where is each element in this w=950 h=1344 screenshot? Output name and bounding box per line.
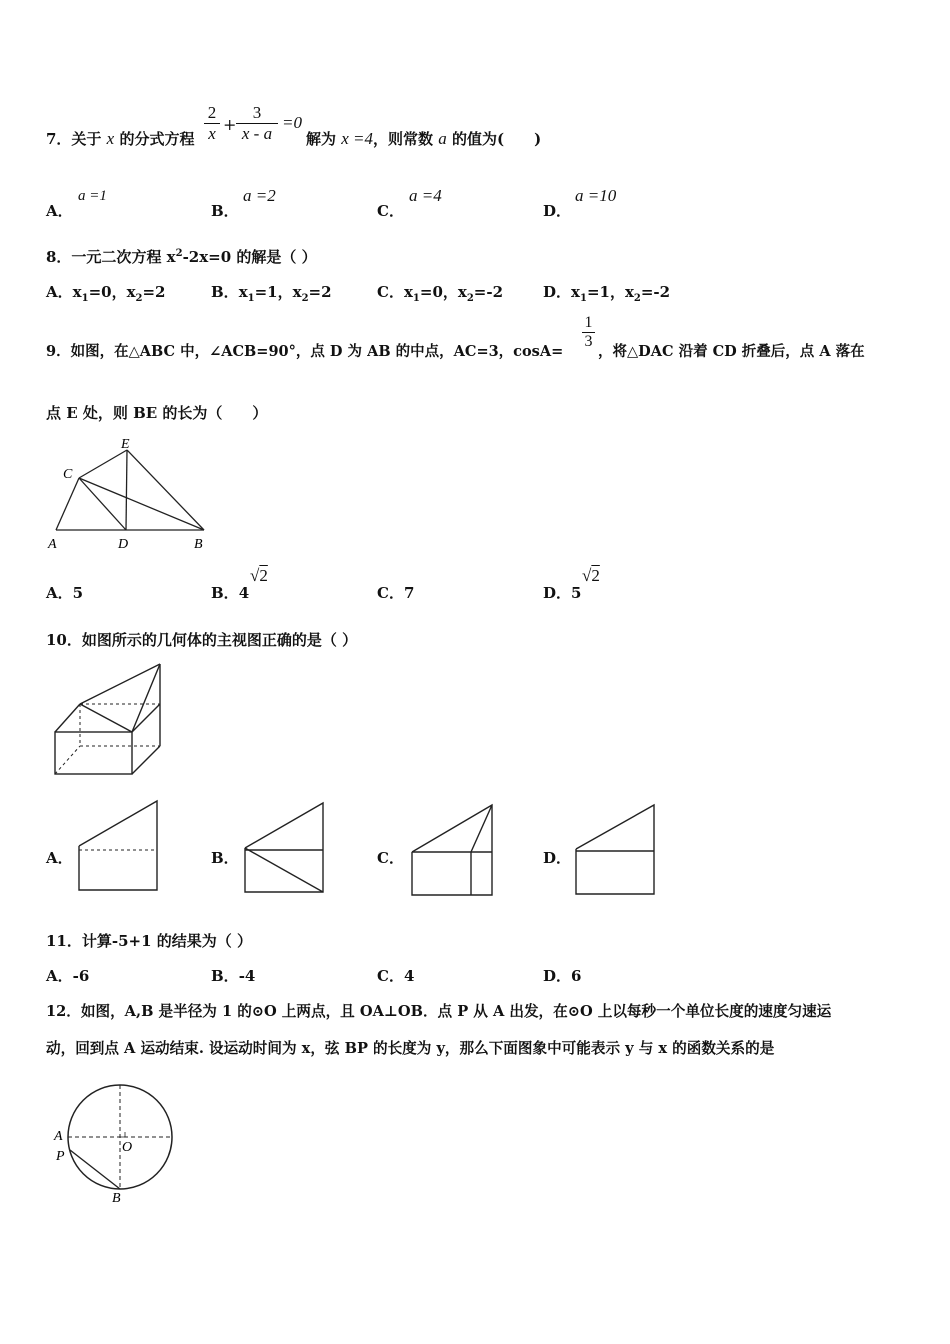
q8-option-a: A．$x_1=0$，$x_2=2$ [46,283,166,304]
q9-option-c: C．7 [377,584,415,602]
q7-prefix: 7．关于 x 的分式方程 [46,129,195,148]
q9-line1: 9．如图，在△ABC 中，∠ACB=90°，点 D 为 AB 的中点，AC=3，cosA= [46,343,564,360]
q7-option-a-letter: A． [46,202,73,220]
q9-label-b: B [194,537,203,552]
q8-option-b: B．$x_1=1$，$x_2=2$ [211,283,332,304]
q7-option-d-value: a =10 [575,186,617,205]
q7-option-d-letter: D． [543,202,572,220]
q8-stem: 8．一元二次方程 $x^2-2x=0$ 的解是（ ） [46,248,317,266]
q9-label-c: C [63,467,73,482]
q10-option-d-letter: D． [543,849,572,867]
q12-line2: 动，回到点 A 运动结束. 设运动时间为 x，弦 BP 的长度为 y，那么下面图象中可能表示 y 与 x 的函数关系的是 [46,1040,775,1057]
q7-fraction-2: 3 x - a [236,103,278,144]
q10-option-c-letter: C． [377,849,404,867]
q9-triangle-figure [44,434,214,554]
q11-option-c: C．4 [377,967,415,985]
q8-option-d: D．$x_1=1$，$x_2=-2$ [543,283,671,304]
q12-label-o: O [122,1140,133,1155]
q12-label-a: A [54,1129,63,1144]
q10-stem: 10．如图所示的几何体的主视图正确的是（ ） [46,631,358,649]
q7-plus: + [223,115,237,134]
q9-option-d: D．5 [543,584,582,602]
q10-option-d-figure [572,802,662,898]
q9-option-b: B．4 [211,584,250,602]
q7-option-a-value: a =1 [78,188,107,204]
q7-option-c-value: a =4 [409,186,442,205]
q10-option-c-figure [408,802,500,898]
q7-option-b-value: a =2 [243,186,276,205]
q12-label-b: B [112,1191,121,1206]
q9-option-a: A．5 [46,584,84,602]
q8-option-c: C．$x_1=0$，$x_2=-2$ [377,283,504,304]
q7-option-c-letter: C． [377,202,404,220]
q10-option-b-figure [241,800,331,896]
q7-eq-zero: =0 [282,113,302,132]
q9-option-b-root: √2 [250,566,268,585]
q12-label-p: P [56,1149,65,1164]
q11-option-d: D．6 [543,967,582,985]
q10-option-a-figure [75,798,165,894]
q9-option-d-root: √2 [582,566,600,585]
q10-option-b-letter: B． [211,849,239,867]
q7-option-b-letter: B． [211,202,239,220]
q7-tail: 解为 x =4，则常数 a 的值为( ) [306,129,542,148]
q10-solid-figure [50,660,170,780]
q12-circle-figure [50,1080,190,1210]
q12-line1: 12．如图，A,B 是半径为 1 的⊙O 上两点，且 OA⊥OB．点 P 从 A 出发，在⊙O 上以每秒一个单位长度的速度匀速运 [46,1003,832,1020]
q9-label-a: A [48,537,57,552]
q9-label-d: D [118,537,129,552]
q11-option-b: B．-4 [211,967,256,985]
q9-line1-tail: ，将△DAC 沿着 CD 折叠后，点 A 落在 [598,343,865,360]
q11-option-a: A．-6 [46,967,90,985]
q9-line2: 点 E 处，则 BE 的长为（ ） [46,404,268,422]
q11-stem: 11．计算-5+1 的结果为（ ） [46,932,252,950]
q9-cos-fraction: 1 3 [582,314,595,351]
q7-fraction-1: 2 x [204,103,220,144]
q9-label-e: E [121,437,130,452]
q10-option-a-letter: A． [46,849,73,867]
